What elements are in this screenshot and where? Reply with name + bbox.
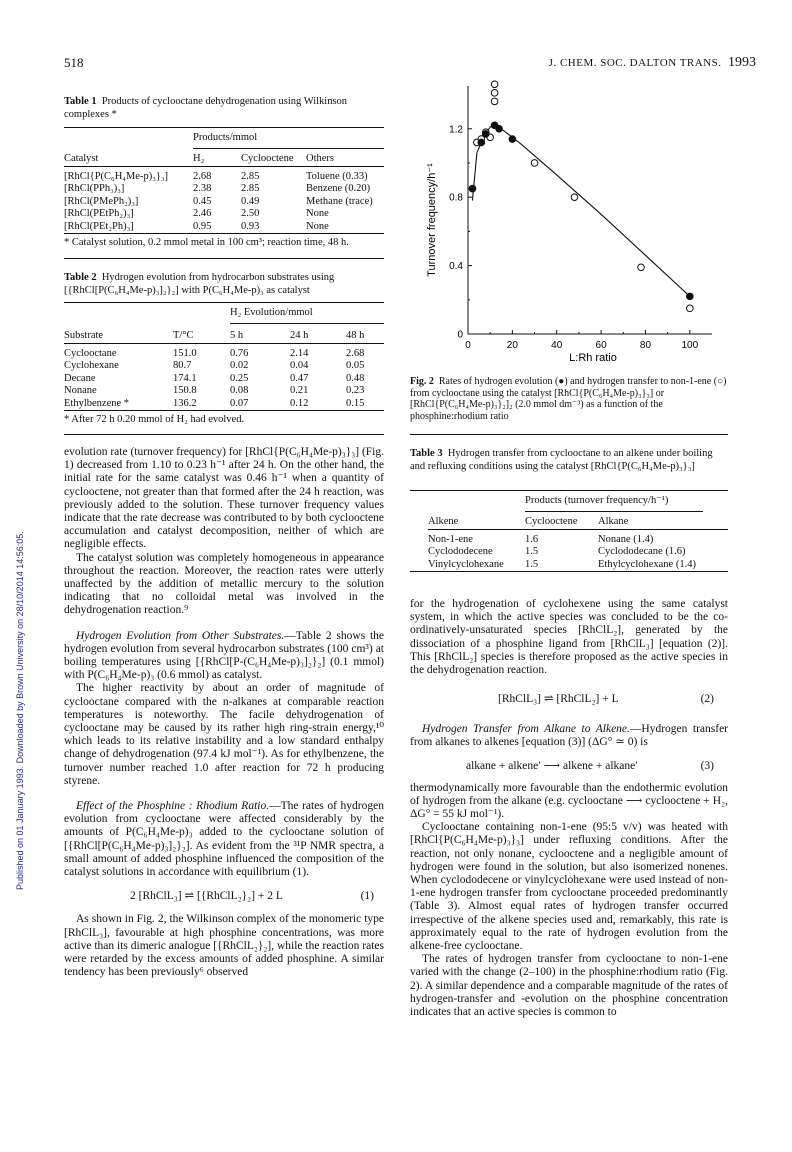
table-row [64, 171, 384, 184]
table-cell: [RhCl(PPh₃)₃] [64, 183, 125, 194]
open-data-point [491, 81, 498, 88]
table2-group-rule [230, 323, 384, 324]
y-tick-label: 1.2 [449, 124, 463, 136]
table3-bottom-rule [410, 571, 728, 572]
table3-header-cell: Alkene [428, 516, 459, 527]
table2-bottom-rule [64, 410, 384, 411]
x-tick-label: 80 [639, 340, 652, 351]
table-row [64, 183, 384, 196]
table-cell: 1.5 [525, 558, 539, 570]
equation-2-expression: [RhClL₃] ⇌ [RhClL₂] + L [498, 693, 619, 706]
table-cell: Nonane (1.4) [598, 533, 654, 545]
filled-data-point [469, 185, 476, 192]
paragraph-text: —Table 2 shows the hydrogen evolution from several hydrocarbon substrates (100 cm³) at boiling temperatures using [{RhCl[P-(C₆H₄Me-p)₃]₂}₂] (0.1 mmol) with P(C₆H₄Me-p)₃ (0.6 mmol) as catalyst. [64, 629, 384, 682]
table2-caption-text: Hydrogen evolution from hydrocarbon substrates using [{RhCl[P(C₆H₄Me-p)₃]₂}₂] with P(C₆H₄Me-p)₃ as catalyst [64, 272, 335, 296]
right-column-text [410, 598, 728, 1019]
table-cell: 0.25 [230, 372, 249, 384]
open-data-point [571, 194, 578, 201]
paragraph [64, 630, 384, 683]
filled-data-point [482, 131, 489, 138]
table-row [64, 221, 384, 234]
open-data-point [491, 90, 498, 97]
table1-caption-text: Products of cyclooctane dehydrogenation using Wilkinson complexes * [64, 96, 348, 120]
table2-header-cell: T/°C [173, 330, 194, 341]
table-cell: 80.7 [173, 360, 192, 371]
table-cell: 0.23 [346, 385, 365, 396]
x-tick-label: 20 [506, 340, 518, 351]
figure2-caption [410, 376, 728, 422]
table3-label: Table 3 [410, 448, 443, 459]
table2-label: Table 2 [64, 272, 97, 283]
filled-data-point [478, 139, 485, 146]
table3 [428, 516, 728, 571]
filled-data-point [687, 293, 694, 300]
table-cell: Non-1-ene [428, 533, 473, 545]
table-cell: 1.5 [525, 546, 539, 557]
table1-footnote: * Catalyst solution, 0.2 mmol metal in 100 cm³; reaction time, 48 h. [64, 237, 349, 248]
table-cell: 2.85 [241, 170, 260, 182]
table1-end-rule [64, 258, 384, 259]
table-row [428, 546, 728, 559]
table-row [428, 559, 728, 572]
table1-top-rule [64, 127, 384, 128]
table3-header-cell: Cyclooctene [525, 516, 578, 527]
table1-group-rule [193, 148, 384, 149]
open-data-point [687, 305, 694, 312]
table-cell: 136.2 [173, 397, 197, 409]
table2-header-cell: 24 h [290, 330, 309, 341]
paragraph-text: —The rates of hydrogen evolution from cyclooctane were affected considerably by the amounts of P(C₆H₄Me-p)₃ added to the cyclooctane solution of [{RhCl[P(C₆H₄Me-p)₃]₂}₂]. As evident from the ³¹P NMR spectra, a small amount of added phosphine influenced the composition of the catalyst solutions in accordance with equilibrium (1). [64, 800, 384, 879]
download-watermark-text: Published on 01 January 1993. Downloaded by Brown University on 28/10/2014 14:56:05. [15, 531, 25, 890]
table-row [64, 360, 384, 373]
table-cell: Cyclooctane [64, 347, 117, 359]
table-cell: Cyclohexane [64, 360, 119, 371]
table-cell: 2.85 [241, 183, 260, 194]
table-cell: 2.68 [346, 347, 365, 359]
paragraph: thermodynamically more favourable than the endothermic evolution of hydrogen from the alkane (e.g. cyclooctane ⟶ cyclooctene + H₂, ΔG° = 55 kJ mol⁻¹). [410, 781, 728, 821]
table2-header-cell: Substrate [64, 330, 104, 341]
table3-header-cell: Alkane [598, 516, 629, 527]
table1-header-row [64, 153, 384, 166]
y-tick-label: 0 [457, 329, 463, 341]
chart-curve [472, 125, 689, 296]
figure2-caption-text: Rates of hydrogen evolution (●) and hydrogen transfer to non-1-ene (○) from cyclooctane using the catalyst [RhCl{P(C₆H₄Me-p)₃}₃] or [RhCl{P(C₆H₄Me-p)₃}₂]₂ (2.0 mmol dm⁻³) as a function of the phosphine:rhodium ratio [410, 376, 727, 422]
table-cell: 0.05 [346, 360, 365, 371]
table1-caption [64, 96, 384, 121]
journal-year: 1993 [728, 55, 756, 70]
table-cell: 150.8 [173, 385, 197, 396]
table2-header-row [64, 330, 384, 343]
table3-group-header: Products (turnover frequency/h⁻¹) [525, 495, 669, 506]
table-row [428, 534, 728, 547]
open-data-point [491, 98, 498, 105]
x-tick-label: 100 [681, 340, 699, 351]
table-cell: 0.47 [290, 372, 309, 384]
chart-axes [468, 86, 712, 334]
table1-header-cell: Cyclooctene [241, 153, 294, 164]
y-axis-label: Turnover frequency/h⁻¹ [426, 163, 438, 277]
paragraph [410, 723, 728, 749]
y-tick-label: 0.4 [449, 261, 463, 273]
table1-label: Table 1 [64, 96, 97, 107]
table-cell: 0.45 [193, 195, 212, 207]
table-row [64, 385, 384, 398]
paragraph: The higher reactivity by about an order of magnitude of cyclooctane compared with the n-alkanes at comparable reaction temperatures is noteworthy. The facile dehydrogenation of cyclooctane may be caused by its rather high ring-strain energy,¹⁰ which leads to its relative instability and a low standard enthalpy change of dehydrogenation (97.4 kJ mol⁻¹). As for ethylbenzene, the turnover number reached 1.0 after reaction for 72 h producing styrene. [64, 682, 384, 787]
x-axis-label: L:Rh ratio [569, 352, 617, 364]
table-cell: 174.1 [173, 372, 197, 384]
table-cell: 2.68 [193, 170, 212, 182]
table3-top-rule [410, 490, 728, 491]
x-tick-label: 0 [465, 340, 471, 351]
equation-3-number: (3) [700, 759, 714, 772]
table-cell: 0.95 [193, 220, 212, 232]
paragraph: evolution rate (turnover frequency) for [RhCl{P(C₆H₄Me-p)₃}₃] (Fig. 1) decreased from 1.10 to 0.23 h⁻¹ after 24 h. On the other hand, the initial rate for the same catalyst was 0.46 h⁻¹ when a quantity of cyclooctene, not greater than that formed after the 24 h reaction, was previously added to the solution. These turnover frequency values indicate that the rate decrease was contributed to by both cyclooctene accumulation and catalyst decomposition, neither of which are negligible effects. [64, 446, 384, 551]
table-cell: 2.14 [290, 347, 309, 359]
equation-2-number: (2) [700, 693, 714, 706]
table2 [64, 330, 384, 410]
table-row [64, 398, 384, 411]
chart-tick-labels [449, 124, 699, 351]
paragraph-text: —Hydrogen transfer from alkanes to alkenes [equation (3)] (ΔG° ≃ 0) is [410, 723, 728, 749]
table-cell: Vinylcyclohexane [428, 558, 504, 570]
table2-group-header: H₂ Evolution/mmol [230, 307, 313, 318]
table-cell: 2.38 [193, 183, 212, 194]
table-cell: 0.76 [230, 347, 249, 359]
table-cell: 0.08 [230, 385, 249, 396]
table-cell: 0.04 [290, 360, 309, 371]
download-watermark [4, 230, 25, 920]
table1 [64, 153, 384, 233]
table-cell: Ethylcyclohexane (1.4) [598, 558, 696, 570]
equation-1-number: (1) [360, 890, 374, 903]
table-cell: None [306, 208, 329, 219]
table-cell: Ethylbenzene * [64, 397, 130, 409]
table1-header-cell: H₂ [193, 153, 205, 164]
table-row [64, 348, 384, 361]
x-tick-label: 60 [595, 340, 607, 351]
equation-3-expression: alkane + alkene′ ⟶ alkene + alkane′ [466, 759, 638, 772]
equation-1-expression: 2 [RhClL₃] ⇌ [{RhClL₂}₂] + 2 L [130, 890, 283, 903]
table3-caption [410, 448, 728, 473]
table3-header-row [428, 516, 728, 529]
table3-caption-text: Hydrogen transfer from cyclooctane to an alkene under boiling and refluxing conditions using the catalyst [RhCl{P(C₆H₄Me-p)₃}₃] [410, 448, 713, 472]
table1-group-header: Products/mmol [193, 132, 258, 143]
table3-group-rule [525, 511, 703, 512]
table-cell: 2.50 [241, 208, 260, 219]
table-cell: 0.15 [346, 397, 365, 409]
figure2-chart [408, 80, 728, 370]
table-cell: None [306, 220, 329, 232]
table-cell: 2.46 [193, 208, 212, 219]
left-column-text [64, 446, 384, 979]
table2-footnote: * After 72 h 0.20 mmol of H₂ had evolved. [64, 414, 245, 425]
table2-header-cell: 48 h [346, 330, 365, 341]
filled-data-point [496, 125, 503, 132]
table-cell: Cyclododecane (1.6) [598, 546, 686, 557]
figure2-label: Fig. 2 [410, 376, 434, 387]
table1-header-cell: Others [306, 153, 334, 164]
section-heading: Hydrogen Transfer from Alkane to Alkene. [422, 723, 630, 736]
table1-header-cell: Catalyst [64, 153, 99, 164]
table-cell: 0.49 [241, 195, 260, 207]
paragraph: The rates of hydrogen transfer from cyclooctane to non-1-ene varied with the change (2–100) in the phosphine:rhodium ratio (Fig. 2). A similar dependence and a comparable magnitude of the rates of hydrogen-transfer and -evolution on the phosphine concentration indicates that an active species is common to [410, 953, 728, 1019]
equation-3 [410, 750, 728, 782]
table2-header-cell: 5 h [230, 330, 244, 341]
x-tick-label: 40 [551, 340, 563, 351]
page-number: 518 [64, 55, 84, 70]
journal-header [549, 55, 756, 71]
table-cell: [RhCl{P(C₆H₄Me-p)₃}₃] [64, 170, 169, 182]
paragraph: The catalyst solution was completely homogeneous in appearance throughout the reaction. Moreover, the reaction rates were utterly unaffected by the addition of metallic mercury to the solution indicating that no colloidal metal was involved in the dehydrogenation reaction.⁹ [64, 551, 384, 617]
table-cell: 0.12 [290, 397, 309, 409]
table-cell: 0.02 [230, 360, 249, 371]
table-cell: [RhCl(PEt₂Ph)₃] [64, 220, 134, 232]
table2-caption [64, 272, 384, 297]
table-cell: Cyclododecene [428, 546, 493, 557]
table-cell: Methane (trace) [306, 195, 373, 207]
table1-bottom-rule [64, 233, 384, 234]
table-cell: 0.93 [241, 220, 260, 232]
y-tick-label: 0.8 [449, 192, 463, 204]
table2-top-rule [64, 302, 384, 303]
table-cell: 0.48 [346, 372, 365, 384]
journal-name: J. CHEM. SOC. DALTON TRANS. [548, 57, 722, 69]
table-cell: 0.07 [230, 397, 249, 409]
table-cell: 1.6 [525, 533, 539, 545]
table-cell: 0.21 [290, 385, 309, 396]
table-cell: Benzene (0.20) [306, 183, 371, 194]
open-data-point [531, 160, 538, 167]
table-row [64, 373, 384, 386]
equation-2 [410, 677, 728, 717]
filled-data-point [509, 136, 516, 143]
table-cell: [RhCl(PMePh₂)₃] [64, 195, 139, 207]
paragraph: As shown in Fig. 2, the Wilkinson complex of the monomeric type [RhClL₃], favourable at high phosphine concentrations, was more active than its dimeric analogue [{RhClL₂}₂], while the reaction rates were retarded by the excess amounts of added phosphine. A similar tendency has been previously⁶ observed [64, 913, 384, 979]
hydrogen-evolution-curve [472, 125, 689, 296]
table-cell: Nonane [64, 385, 97, 396]
paragraph: Cyclooctane containing non-1-ene (95:5 v/v) was heated with [RhCl{P(C₆H₄Me-p)₃}₃] under refluxing conditions. After the reaction, not only nonane, cyclooctene and a negligible amount of hydrogen were found in the solution, but also isomerized nonenes. When cyclododecene or vinylcyclohexane were used instead of non-1-ene hydrogen transfer from cyclooctane proceeded predominantly (Table 3). Almost equal rates of hydrogen transfer occurred irrespective of the alkene species used and, remarkably, this rate is approximately equal to the rate of hydrogen evolution from the alkene-free cyclooctane. [410, 821, 728, 953]
table-cell: Decane [64, 372, 96, 384]
open-data-point [638, 264, 645, 271]
table-cell: Toluene (0.33) [306, 170, 368, 182]
table-cell: 151.0 [173, 347, 197, 359]
table-row [64, 196, 384, 209]
paragraph: for the hydrogenation of cyclohexene using the same catalyst system, in which the active species was concluded to be the co-ordinatively-unsaturated species [RhClL₂], generated by the dissociation of a phosphine ligand from [RhClL₃] [equation (2)]. This [RhClL₂] species is therefore proposed as the active species in the dehydrogenation reaction. [410, 598, 728, 677]
section-heading: Hydrogen Evolution from Other Substrates. [76, 629, 285, 642]
equation-1 [64, 879, 384, 913]
table-row [64, 208, 384, 221]
figure2-end-rule [410, 434, 728, 435]
table2-end-rule [64, 434, 384, 435]
section-heading: Effect of the Phosphine : Rhodium Ratio. [76, 800, 270, 813]
table-cell: [RhCl(PEtPh₂)₃] [64, 208, 134, 219]
paragraph [64, 800, 384, 879]
